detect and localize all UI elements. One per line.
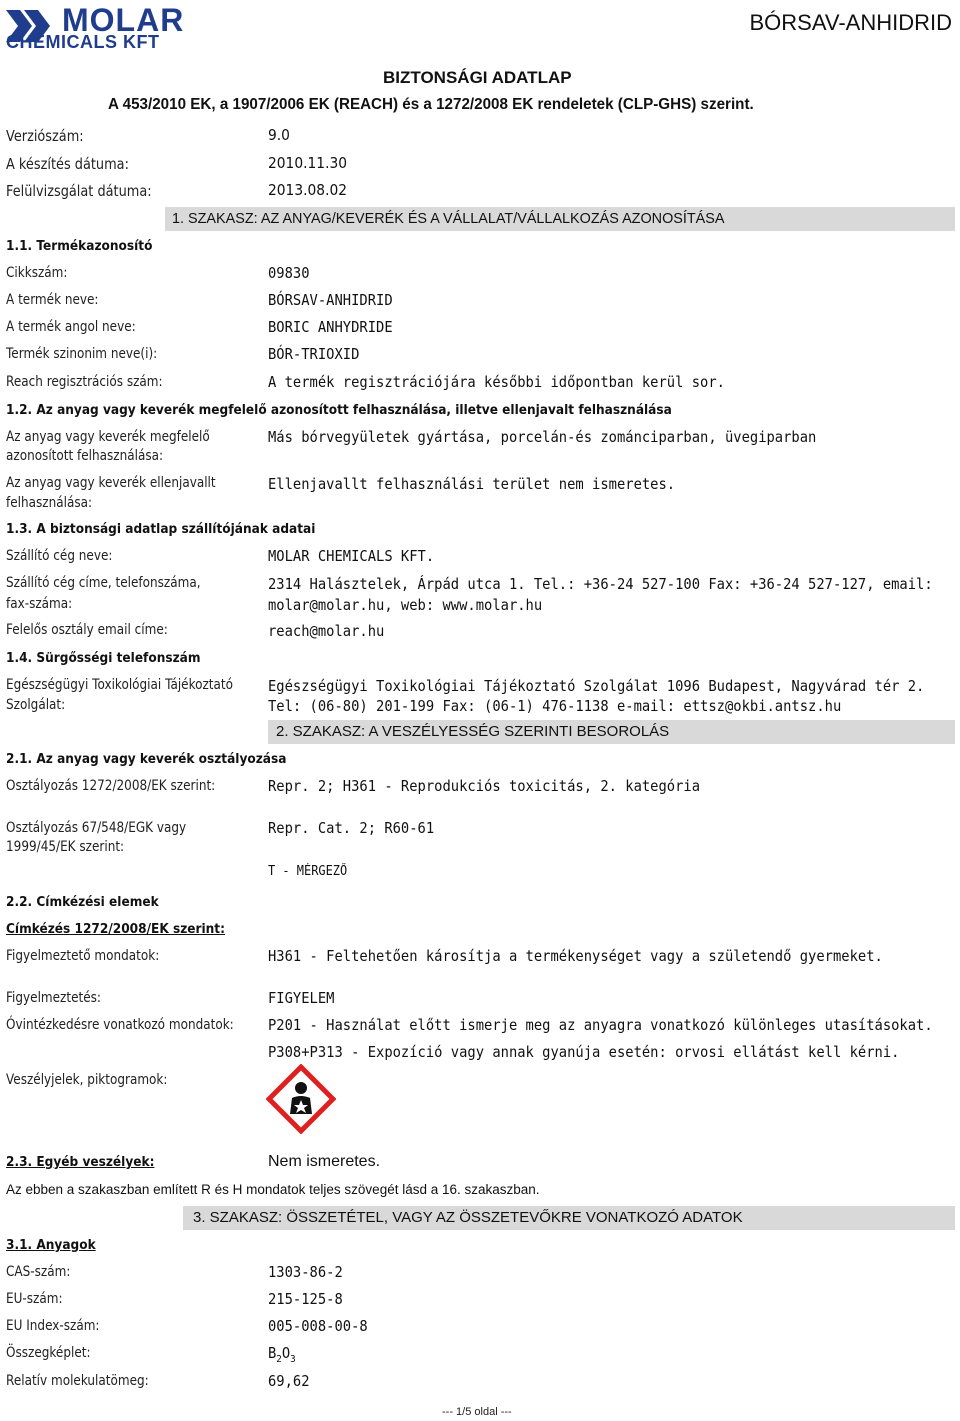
item-number-value: 09830: [268, 264, 310, 282]
identified-use-label-1: Az anyag vagy keverék megfelelő: [6, 429, 210, 445]
precautionary-value-2: P308+P313 - Expozíció vagy annak gyanúja esetén: orvosi ellátást kell kérni.: [268, 1043, 900, 1061]
molar-mass-value: 69,62: [268, 1372, 310, 1390]
created-date-label: A készítés dátuma:: [6, 155, 129, 173]
page-footer: --- 1/5 oldal ---: [442, 1406, 512, 1418]
supplier-address-value-1: 2314 Halásztelek, Árpád utca 1. Tel.: +36-24 527-100 Fax: +36-24 527-127, email:: [268, 575, 933, 593]
document-title: BIZTONSÁGI ADATLAP: [383, 68, 572, 87]
section-3-title: 3. SZAKASZ: ÖSSZETÉTEL, VAGY AZ ÖSSZETEVŐKRE VONATKOZÓ ADATOK: [193, 1209, 743, 1226]
formula-b: B: [268, 1344, 277, 1362]
regulation-line: A 453/2010 EK, a 1907/2006 EK (REACH) és a 1272/2008 EK rendeletek (CLP-GHS) szerint.: [108, 96, 754, 113]
formula-o-sub: 3: [290, 1354, 296, 1365]
subsection-2-3: 2.3. Egyéb veszélyek:: [6, 1154, 155, 1170]
supplier-address-value-2: molar@molar.hu, web: www.molar.hu: [268, 596, 543, 614]
clp-classification-label: Osztályozás 1272/2008/EK szerint:: [6, 778, 216, 794]
signal-word-value: FIGYELEM: [268, 989, 335, 1007]
formula-b-sub: 2: [276, 1354, 282, 1365]
other-hazards-value: Nem ismeretes.: [268, 1153, 381, 1170]
formula-value: [268, 1344, 296, 1365]
dsd-symbol: T - MÉRGEZŐ: [268, 864, 348, 879]
emergency-value-2: Tel: (06-80) 201-199 Fax: (06-1) 476-1138 e-mail: ettsz@okbi.antsz.hu: [268, 697, 842, 715]
hazard-statements-value: H361 - Feltehetően károsítja a termékenységet vagy a születendő gyermeket.: [268, 947, 883, 965]
eu-number-value: 215-125-8: [268, 1290, 343, 1308]
version-label: Verziószám:: [6, 127, 84, 145]
revision-date-value: 2013.08.02: [268, 181, 348, 199]
r-h-statements-note: Az ebben a szakaszban említett R és H mondatok teljes szövegét lásd a 16. szakaszban.: [6, 1182, 540, 1197]
supplier-address-label-2: fax-száma:: [6, 596, 73, 612]
subsection-2-1: 2.1. Az anyag vagy keverék osztályozása: [6, 751, 287, 767]
reach-value: A termék regisztrációjára későbbi időpontban kerül sor.: [268, 373, 725, 391]
version-value: 9.0: [268, 126, 290, 144]
eu-index-label: EU Index-szám:: [6, 1318, 100, 1334]
supplier-name-label: Szállító cég neve:: [6, 548, 113, 564]
cas-number-label: CAS-szám:: [6, 1264, 71, 1280]
pictograms-label: Veszélyjelek, piktogramok:: [6, 1072, 168, 1088]
emergency-value-1: Egészségügyi Toxikológiai Tájékoztató Szolgálat 1096 Budapest, Nagyvárad tér 2.: [268, 677, 925, 695]
identified-use-label-2: azonosított felhasználása:: [6, 448, 164, 464]
created-date-value: 2010.11.30: [268, 154, 348, 172]
subsection-2-2: 2.2. Címkézési elemek: [6, 894, 159, 910]
section-2-title: 2. SZAKASZ: A VESZÉLYESSÉG SZERINTI BESOROLÁS: [276, 723, 670, 740]
logo-text-bottom: CHEMICALS KFT: [6, 32, 160, 52]
identified-use-value: Más bórvegyületek gyártása, porcelán-és zománciparban, üvegiparban: [268, 428, 817, 446]
eu-number-label: EU-szám:: [6, 1291, 63, 1307]
subsection-3-1: 3.1. Anyagok: [6, 1237, 96, 1253]
molar-mass-label: Relatív molekulatömeg:: [6, 1373, 149, 1389]
english-name-label: A termék angol neve:: [6, 319, 136, 335]
dsd-classification-label-1: Osztályozás 67/548/EGK vagy: [6, 820, 187, 836]
emergency-label-2: Szolgálat:: [6, 697, 66, 713]
product-name-label: A termék neve:: [6, 292, 99, 308]
precautionary-value-1: P201 - Használat előtt ismerje meg az anyagra vonatkozó különleges utasításokat.: [268, 1016, 933, 1034]
dsd-classification-label-2: 1999/45/EK szerint:: [6, 839, 125, 855]
cas-number-value: 1303-86-2: [268, 1263, 343, 1281]
revision-date-label: Felülvizsgálat dátuma:: [6, 182, 152, 200]
precautionary-label: Óvintézkedésre vonatkozó mondatok:: [6, 1017, 234, 1033]
subsection-1-2: 1.2. Az anyag vagy keverék megfelelő azonosított felhasználása, illetve ellenjavalt felhasználása: [6, 402, 672, 418]
department-email-value: reach@molar.hu: [268, 622, 385, 640]
item-number-label: Cikkszám:: [6, 265, 68, 281]
ghs08-health-hazard-icon: [266, 1064, 336, 1134]
contraindicated-use-label-2: felhasználása:: [6, 495, 93, 511]
subsection-1-1: 1.1. Termékazonosító: [6, 238, 153, 254]
hazard-statements-label: Figyelmeztető mondatok:: [6, 948, 160, 964]
eu-index-value: 005-008-00-8: [268, 1317, 368, 1335]
product-name-value: BÓRSAV-ANHIDRID: [268, 291, 393, 309]
formula-label: Összegképlet:: [6, 1345, 91, 1361]
subsection-1-4: 1.4. Sürgősségi telefonszám: [6, 650, 201, 666]
subsection-1-3: 1.3. A biztonsági adatlap szállítójának adatai: [6, 521, 316, 537]
synonym-label: Termék szinonim neve(i):: [6, 346, 158, 362]
dsd-classification-value: Repr. Cat. 2; R60-61: [268, 819, 435, 837]
english-name-value: BORIC ANHYDRIDE: [268, 318, 393, 336]
clp-labelling-heading: Címkézés 1272/2008/EK szerint:: [6, 921, 225, 937]
department-email-label: Felelős osztály email címe:: [6, 622, 168, 638]
company-logo: [6, 2, 226, 52]
product-title: BÓRSAV-ANHIDRID: [749, 10, 952, 35]
clp-classification-value: Repr. 2; H361 - Reprodukciós toxicitás, 2. kategória: [268, 777, 701, 795]
formula-o: O: [281, 1344, 291, 1362]
signal-word-label: Figyelmeztetés:: [6, 990, 101, 1006]
contraindicated-use-label-1: Az anyag vagy keverék ellenjavallt: [6, 475, 216, 491]
supplier-address-label-1: Szállító cég címe, telefonszáma,: [6, 575, 201, 591]
section-1-title: 1. SZAKASZ: AZ ANYAG/KEVERÉK ÉS A VÁLLALAT/VÁLLALKOZÁS AZONOSÍTÁSA: [172, 210, 725, 227]
emergency-label-1: Egészségügyi Toxikológiai Tájékoztató: [6, 677, 233, 693]
contraindicated-use-value: Ellenjavallt felhasználási terület nem ismeretes.: [268, 475, 676, 493]
synonym-value: BÓR-TRIOXID: [268, 345, 360, 363]
supplier-name-value: MOLAR CHEMICALS KFT.: [268, 547, 435, 565]
logo-text-top: MOLAR: [62, 2, 185, 38]
reach-label: Reach regisztrációs szám:: [6, 374, 163, 390]
